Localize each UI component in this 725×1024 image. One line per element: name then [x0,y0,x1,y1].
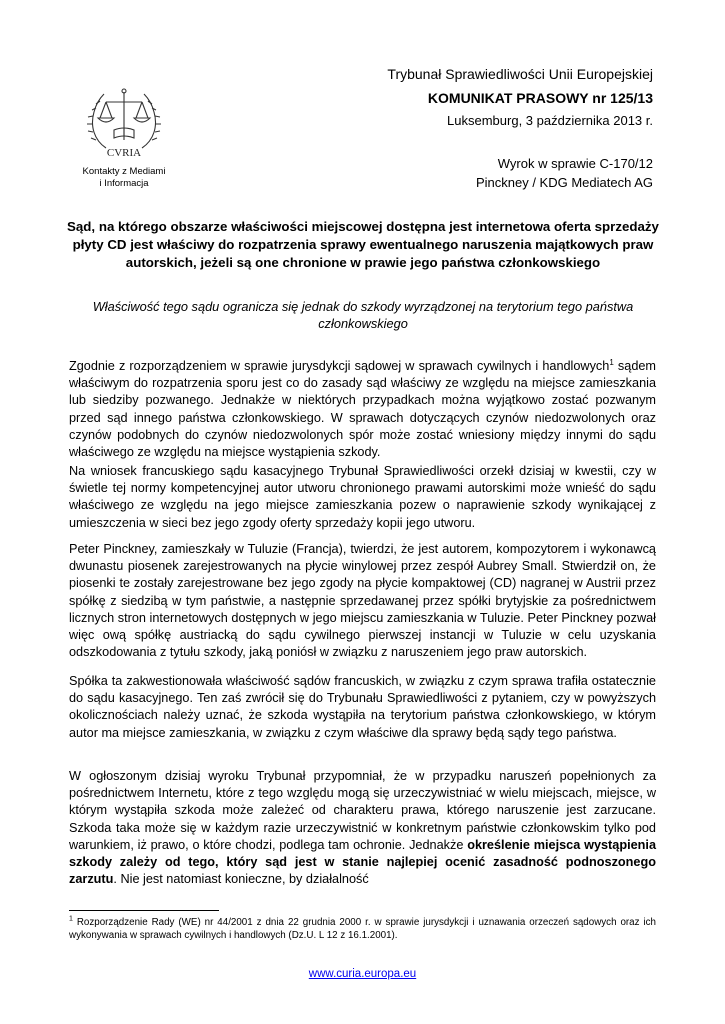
subheadline: Właściwość tego sądu ogranicza się jednak do szkody wyrządzonej na terytorium tego państwa członkowskiego [92,299,634,331]
contact-line-1: Kontakty z Mediami [82,166,166,177]
press-release-number: KOMUNIKAT PRASOWY nr 125/13 [427,90,653,106]
paragraph-2: Na wniosek francuskiego sądu kasacyjnego Trybunał Sprawiedliwości orzekł dzisiaj w kwestii, czy w świetle tej normy kompetencyjnej autor utworu chronionego prawami autorskimi może wnieść do sądu właściwego ze względu na jego miejsce zamieszkania pozew o naprawienie szkody wynikającej z umieszczenia w sieci bez jego zgody oferty sprzedaży kopii jego utworu. [69,464,656,530]
footnote-number: 1 [69,915,73,923]
media-contact-label [72,166,176,190]
curia-website-link[interactable]: www.curia.europa.eu [308,968,417,980]
paragraph-5-text-a: W ogłoszonym dzisiaj wyroku Trybunał przypomniał, że w przypadku naruszeń popełnionych za pośrednictwem Internetu, które z tego względu mogą się urzeczywistniać w wielu miejscach, miejsce, w którym wystąpiła szkoda może zależeć od charakteru prawa, którego naruszenie jest zarzucane. Szkoda taka może się w każdym razie urzeczywistnić w konkretnym państwie członkowskim tylko pod warunkiem, iż prawo, o które chodzi, podlega tam ochronie. Jednakże [69,769,656,852]
footnote-divider [69,910,219,911]
case-parties: Pinckney / KDG Mediatech AG [475,175,653,190]
paragraph-1-text-a: Zgodnie z rozporządzeniem w sprawie jurysdykcji sądowej w sprawach cywilnych i handlowych [69,359,610,373]
paragraph-1 [69,358,656,461]
scales-of-justice-icon [84,82,164,164]
logo-wordmark: CVRIA [106,147,142,159]
paragraph-5 [69,768,656,888]
headline: Sąd, na którego obszarze właściwości miejscowej dostępna jest internetowa oferta sprzedaży płyty CD jest właściwy do rozpatrzenia sprawy ewentualnego naruszenia majątkowych praw autorskich, jeżeli są one chronione w prawie jego państwa członkowskiego [67,219,659,270]
footnote-text: Rozporządzenie Rady (WE) nr 44/2001 z dnia 22 grudnia 2000 r. w sprawie jurysdykcji i uznawania orzeczeń sądowych oraz ich wykonywania w sprawach cywilnych i handlowych (Dz.U. L 12 z 16.1.2001). [69,917,656,941]
case-reference: Wyrok w sprawie C-170/12 [497,156,653,171]
paragraph-5-emphasis: określenie miejsca wystąpienia szkody zależy od tego, który sąd jest w stanie najlepiej ocenić zasadność podnoszonego zarzutu [69,837,656,887]
court-name: Trybunał Sprawiedliwości Unii Europejskiej [387,66,653,82]
paragraph-1-text-b: sądem właściwym do rozpatrzenia sporu jest co do zasady sąd właściwy ze względu na miejsce zamieszkania lub siedziby pozwanego. Jednakże w niektórych przypadkach można wyjątkowo zostać pozwanym przed sąd innego państwa członkowskiego. W sprawach dotyczących czynów niedozwolonych oraz czynów podobnych do czynów niedozwolonych spór może zostać wniesiony między innymi do sądu właściwego ze względu na miejsce wystąpienia szkody. [69,359,656,460]
paragraph-3: Peter Pinckney, zamieszkały w Tuluzie (Francja), twierdzi, że jest autorem, kompozytorem i wykonawcą dwunastu piosenek zarejestrowanych na płycie winylowej przez zespół Aubrey Small. Stwierdził on, że piosenki te zostały zarejestrowane bez jego zgody na płycie kompaktowej (CD) nagranej w Austrii przez spółkę z siedzibą w tym państwie, a następnie sprzedawanej przez spółki brytyjskie za pośrednictwem licznych stron internetowych dostępnych w jego miejscu zamieszkania w Tuluzie. Peter Pinckney pozwał więc ową spółkę austriacką do sądu cywilnego pierwszej instancji w Tuluzie w celu uzyskania odszkodowania z tytułu szkody, jaką poniósł w związku z naruszeniem jego praw autorskich. [69,542,656,660]
paragraph-4: Spółka ta zakwestionowała właściwość sądów francuskich, w związku z czym sprawa trafiła ostatecznie do sądu kasacyjnego. Ten zaś zwrócił się do Trybunału Sprawiedliwości z pytaniem, czy w powyższych okolicznościach należy uznać, że szkoda wystąpiła na terytorium państwa członkowskiego, w którym autor ma miejsce zamieszkania, w związku z czym właściwe dla sprawy będą sądy tego państwa. [69,674,656,740]
footnote [69,916,656,942]
release-date: Luksemburg, 3 października 2013 r. [447,113,653,128]
curia-logo [84,82,164,164]
contact-line-2: i Informacja [99,178,149,189]
footnote-reference[interactable]: 1 [609,357,614,367]
paragraph-5-text-c: . Nie jest natomiast konieczne, by działalność [113,872,369,887]
